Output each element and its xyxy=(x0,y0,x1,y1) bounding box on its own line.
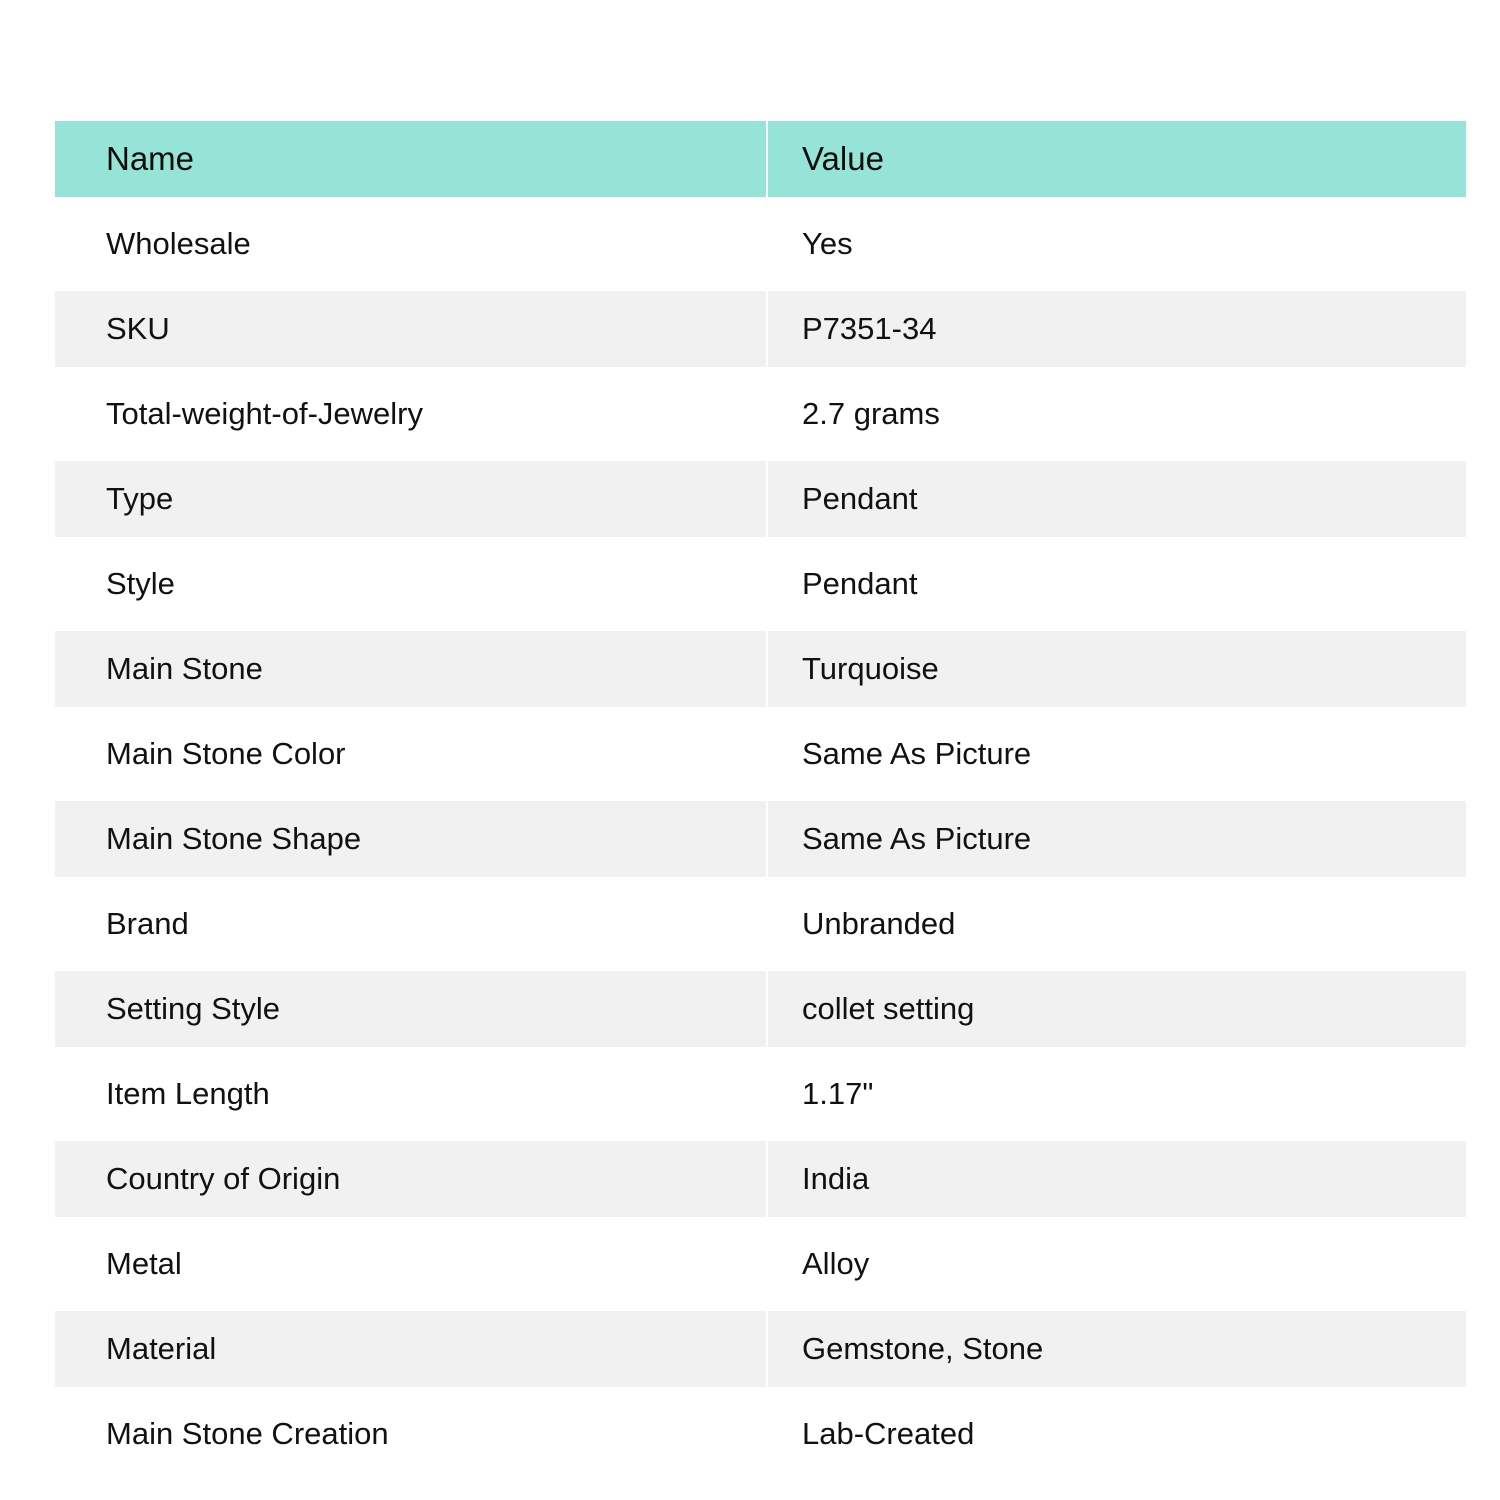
row-name-cell: Main Stone Creation xyxy=(55,1387,766,1481)
row-value-cell: Unbranded xyxy=(768,877,1466,971)
row-value-cell: P7351-34 xyxy=(768,291,1466,367)
table-row xyxy=(55,1311,1466,1387)
row-value-cell: 2.7 grams xyxy=(768,367,1466,461)
table-row xyxy=(55,877,1466,971)
row-name-cell: Material xyxy=(55,1311,766,1387)
row-value-cell: Same As Picture xyxy=(768,801,1466,877)
row-name-cell: Main Stone Shape xyxy=(55,801,766,877)
row-value-cell: Alloy xyxy=(768,1217,1466,1311)
item-specifics-table xyxy=(55,121,1466,1481)
row-name-cell: Metal xyxy=(55,1217,766,1311)
row-name-cell: Setting Style xyxy=(55,971,766,1047)
row-value-cell: Turquoise xyxy=(768,631,1466,707)
row-value-cell: Yes xyxy=(768,197,1466,291)
table-row xyxy=(55,971,1466,1047)
row-value-cell: Gemstone, Stone xyxy=(768,1311,1466,1387)
row-name-cell: Main Stone Color xyxy=(55,707,766,801)
table-row xyxy=(55,1141,1466,1217)
row-name-cell: Wholesale xyxy=(55,197,766,291)
table-row xyxy=(55,197,1466,291)
table-row xyxy=(55,631,1466,707)
row-name-cell: Brand xyxy=(55,877,766,971)
row-value-cell: Pendant xyxy=(768,461,1466,537)
row-name-cell: Country of Origin xyxy=(55,1141,766,1217)
table-row xyxy=(55,1047,1466,1141)
table-row xyxy=(55,537,1466,631)
row-value-cell: collet setting xyxy=(768,971,1466,1047)
row-name-cell: Total-weight-of-Jewelry xyxy=(55,367,766,461)
table-row xyxy=(55,1217,1466,1311)
row-name-cell: Item Length xyxy=(55,1047,766,1141)
row-value-cell: Pendant xyxy=(768,537,1466,631)
row-name-cell: Main Stone xyxy=(55,631,766,707)
column-header-value: Value xyxy=(768,121,1466,197)
row-name-cell: Type xyxy=(55,461,766,537)
table-row xyxy=(55,291,1466,367)
row-name-cell: SKU xyxy=(55,291,766,367)
table-row xyxy=(55,801,1466,877)
table-row xyxy=(55,367,1466,461)
row-value-cell: Same As Picture xyxy=(768,707,1466,801)
table-row xyxy=(55,1387,1466,1481)
row-value-cell: Lab-Created xyxy=(768,1387,1466,1481)
table-row xyxy=(55,707,1466,801)
row-value-cell: 1.17" xyxy=(768,1047,1466,1141)
table-row xyxy=(55,461,1466,537)
row-value-cell: India xyxy=(768,1141,1466,1217)
row-name-cell: Style xyxy=(55,537,766,631)
column-header-name: Name xyxy=(55,121,766,197)
table-header-row xyxy=(55,121,1466,197)
